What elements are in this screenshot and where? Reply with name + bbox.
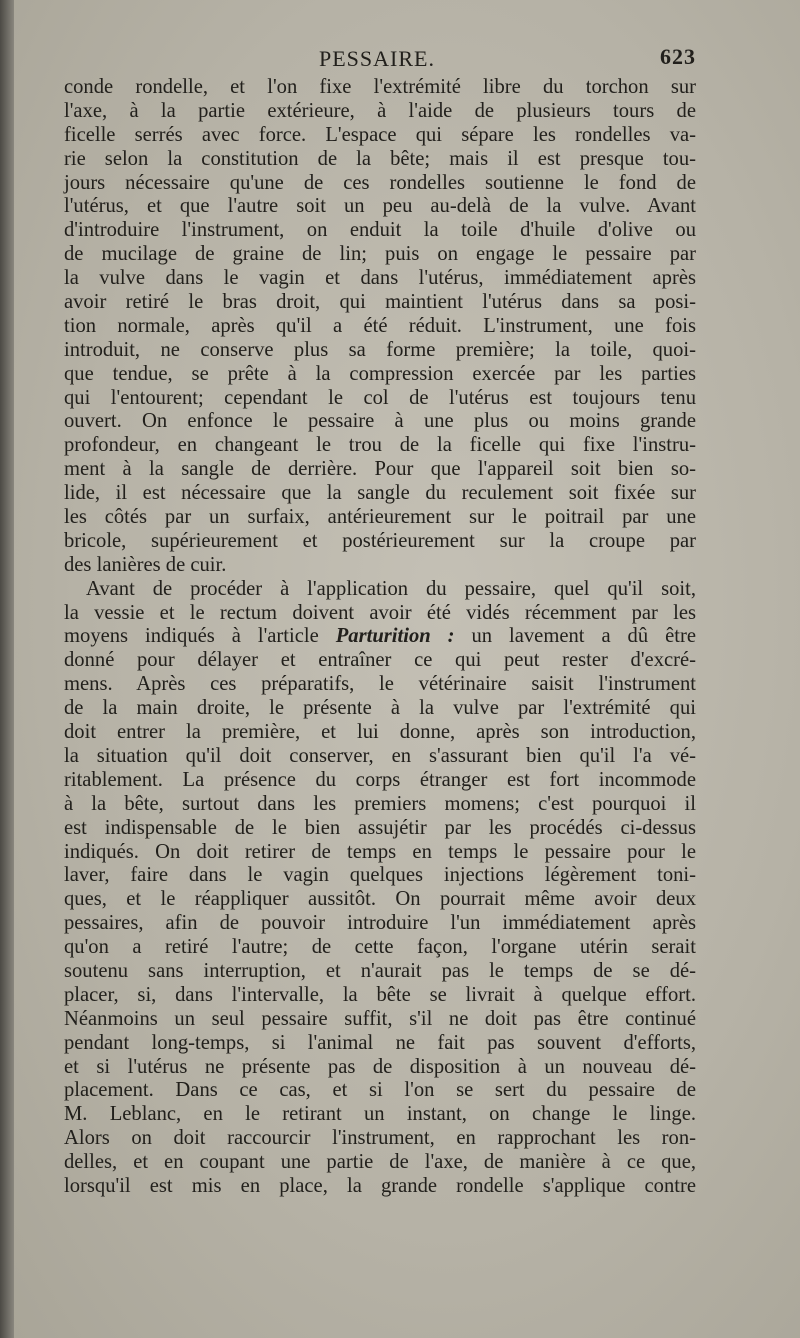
text-line: lide, il est nécessaire que la sangle du reculement soit fixée sur (64, 482, 696, 505)
text-line: ment à la sangle de derrière. Pour que l'appareil soit bien so- (64, 458, 696, 481)
text-line: ficelle serrés avec force. L'espace qui sépare les rondelles va- (64, 123, 696, 146)
text-line: Alors on doit raccourcir l'instrument, en rapprochant les ron- (64, 1127, 696, 1150)
text-line: ouvert. On enfonce le pessaire à une plus ou moins grande (64, 410, 696, 433)
text-line: placer, si, dans l'intervalle, la bête se livrait à quelque effort. (64, 983, 696, 1006)
text-line: qui l'entourent; cependant le col de l'utérus est toujours tenu (64, 386, 696, 409)
text-line: bricole, supérieurement et postérieurement sur la croupe par (64, 529, 696, 552)
text-segment: moyens indiqués à l'article (64, 625, 336, 648)
text-line: placement. Dans ce cas, et si l'on se sert du pessaire de (64, 1079, 696, 1102)
text-line: doit entrer la première, et lui donne, après son introduction, (64, 721, 696, 744)
article-reference: Parturition : (335, 625, 455, 648)
text-line: conde rondelle, et l'on fixe l'extrémité libre du torchon sur (64, 76, 696, 98)
text-line (64, 625, 696, 649)
text-line: Néanmoins un seul pessaire suffit, s'il ne doit pas être continué (64, 1007, 696, 1030)
text-line: jours nécessaire qu'une de ces rondelles soutienne le fond de (64, 171, 696, 194)
text-line: donné pour délayer et entraîner ce qui peut rester d'excré- (64, 649, 696, 672)
paragraph-2 (64, 578, 696, 1199)
body-text (64, 76, 696, 1199)
text-line: et si l'utérus ne présente pas de disposition à un nouveau dé- (64, 1055, 696, 1078)
text-line: de mucilage de graine de lin; puis on engage le pessaire par (64, 243, 696, 266)
text-line: des lanières de cuir. (64, 553, 227, 576)
text-line: est indispensable de le bien assujétir par les procédés ci-dessus (64, 816, 696, 839)
text-line: profondeur, en changeant le trou de la ficelle qui fixe l'instru- (64, 434, 696, 457)
text-line: les côtés par un surfaix, antérieurement sur le poitrail par une (64, 506, 696, 529)
text-line: introduit, ne conserve plus sa forme première; la toile, quoi- (64, 338, 696, 361)
text-line: d'introduire l'instrument, on enduit la toile d'huile d'olive ou (64, 219, 696, 242)
text-line: Avant de procéder à l'application du pessaire, quel qu'il soit, (86, 577, 696, 600)
text-line: delles, et en coupant une partie de l'axe, de manière à ce que, (64, 1151, 696, 1174)
text-line: rie selon la constitution de la bête; mais il est presque tou- (64, 147, 696, 170)
text-line: lorsqu'il est mis en place, la grande rondelle s'applique contre (64, 1174, 696, 1197)
text-line: que tendue, se prête à la compression exercée par les parties (64, 362, 696, 385)
page-number: 623 (660, 44, 696, 69)
text-line: tion normale, après qu'il a été réduit. L'instrument, une fois (64, 314, 696, 337)
paragraph-1 (64, 76, 696, 578)
text-segment: un lavement a dû être (454, 625, 696, 648)
paragraph-2-rest (64, 649, 696, 1198)
text-line: pendant long-temps, si l'animal ne fait pas souvent d'efforts, (64, 1031, 696, 1054)
text-line: ques, et le réappliquer aussitôt. On pourrait même avoir deux (64, 888, 696, 911)
book-spine-shadow (0, 0, 14, 1338)
text-line: l'utérus, et que l'autre soit un peu au-delà de la vulve. Avant (64, 195, 696, 218)
text-line: indiqués. On doit retirer de temps en temps le pessaire pour le (64, 840, 696, 863)
text-line: à la bête, surtout dans les premiers momens; c'est pourquoi il (64, 792, 696, 815)
text-line: la situation qu'il doit conserver, en s'assurant bien qu'il l'a vé- (64, 744, 696, 767)
running-title: PESSAIRE. (319, 46, 435, 71)
text-line: laver, faire dans le vagin quelques injections légèrement toni- (64, 864, 696, 887)
page-header (64, 40, 696, 74)
text-line: soutenu sans interruption, et n'aurait pas le temps de se dé- (64, 959, 696, 982)
text-line: pessaires, afin de pouvoir introduire l'un immédiatement après (64, 912, 696, 935)
text-line: la vessie et le rectum doivent avoir été vidés récemment par les (64, 601, 696, 624)
text-line: mens. Après ces préparatifs, le vétérinaire saisit l'instrument (64, 673, 696, 696)
text-line: la vulve dans le vagin et dans l'utérus, immédiatement après (64, 267, 696, 290)
text-line: l'axe, à la partie extérieure, à l'aide de plusieurs tours de (64, 99, 696, 122)
text-line: ritablement. La présence du corps étranger est fort incommode (64, 768, 696, 791)
text-line: M. Leblanc, en le retirant un instant, on change le linge. (64, 1103, 696, 1126)
text-line: qu'on a retiré l'autre; de cette façon, l'organe utérin serait (64, 936, 696, 959)
text-line: de la main droite, le présente à la vulve par l'extrémité qui (64, 697, 696, 720)
text-line: avoir retiré le bras droit, qui maintient l'utérus dans sa posi- (64, 291, 696, 314)
